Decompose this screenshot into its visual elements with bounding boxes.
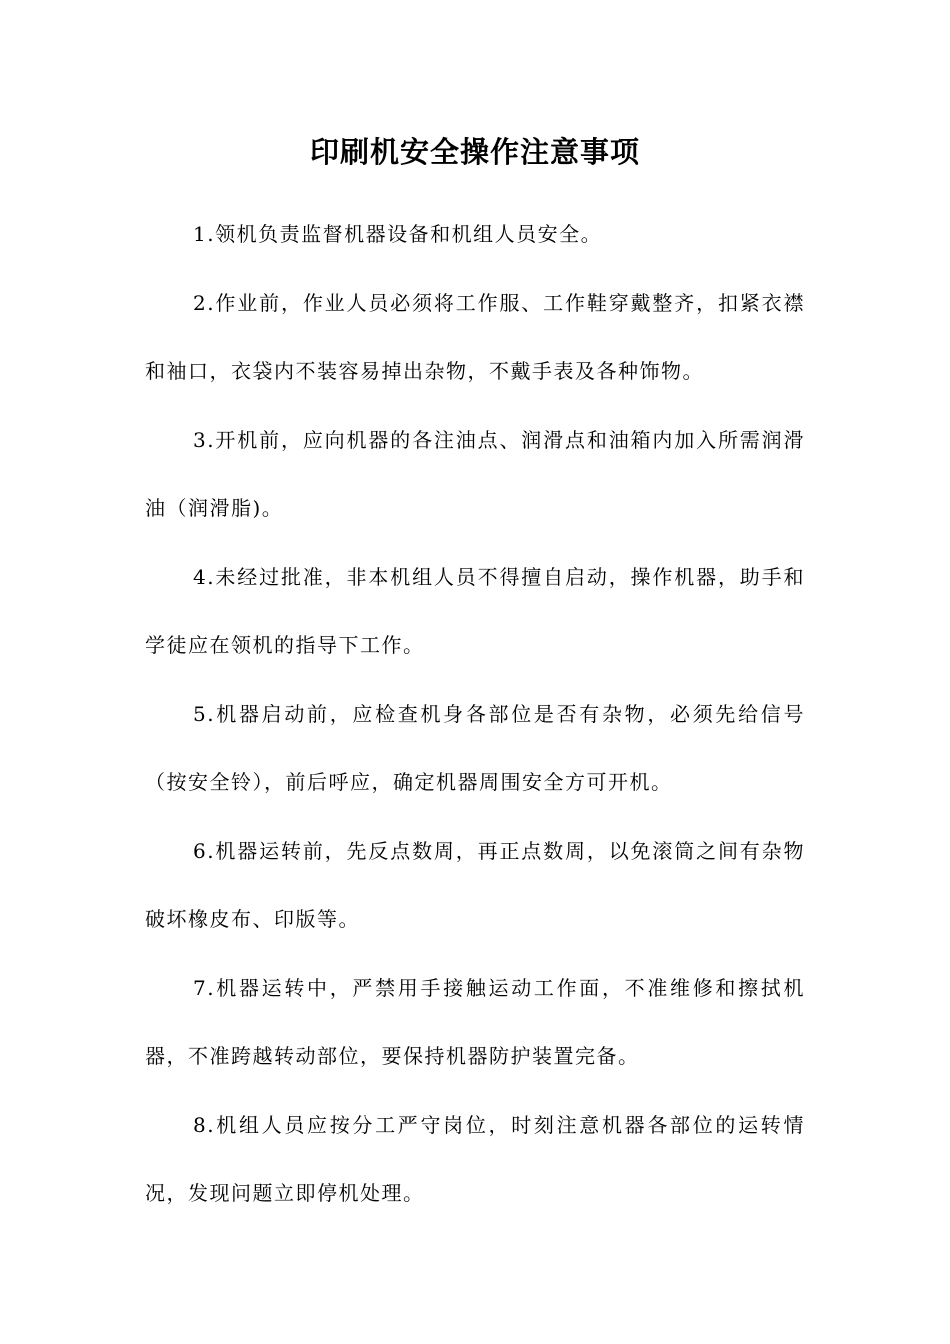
paragraph-4: 4.未经过批准，非本机组人员不得擅自启动，操作机器，助手和学徒应在领机的指导下工作。: [145, 564, 805, 657]
paragraph-6: 6.机器运转前，先反点数周，再正点数周，以免滚筒之间有杂物破坏橡皮布、印版等。: [145, 838, 805, 931]
paragraph-8: 8.机组人员应按分工严守岗位，时刻注意机器各部位的运转情况，发现问题立即停机处理。: [145, 1112, 805, 1205]
paragraph-5: 5.机器启动前，应检查机身各部位是否有杂物，必须先给信号（按安全铃），前后呼应，确定机器周围安全方可开机。: [145, 701, 805, 794]
document-title: 印刷机安全操作注意事项: [309, 135, 640, 169]
paragraph-3: 3.开机前，应向机器的各注油点、润滑点和油箱内加入所需润滑油（润滑脂)。: [145, 427, 805, 520]
paragraph-1: 1.领机负责监督机器设备和机组人员安全。: [193, 222, 603, 246]
paragraph-2: 2.作业前，作业人员必须将工作服、工作鞋穿戴整齐，扣紧衣襟和袖口，衣袋内不装容易掉出杂物，不戴手表及各种饰物。: [145, 290, 805, 383]
document-body: [145, 200, 805, 1228]
paragraph-7: 7.机器运转中，严禁用手接触运动工作面，不准维修和擦拭机器，不准跨越转动部位，要保持机器防护装置完备。: [145, 975, 805, 1068]
